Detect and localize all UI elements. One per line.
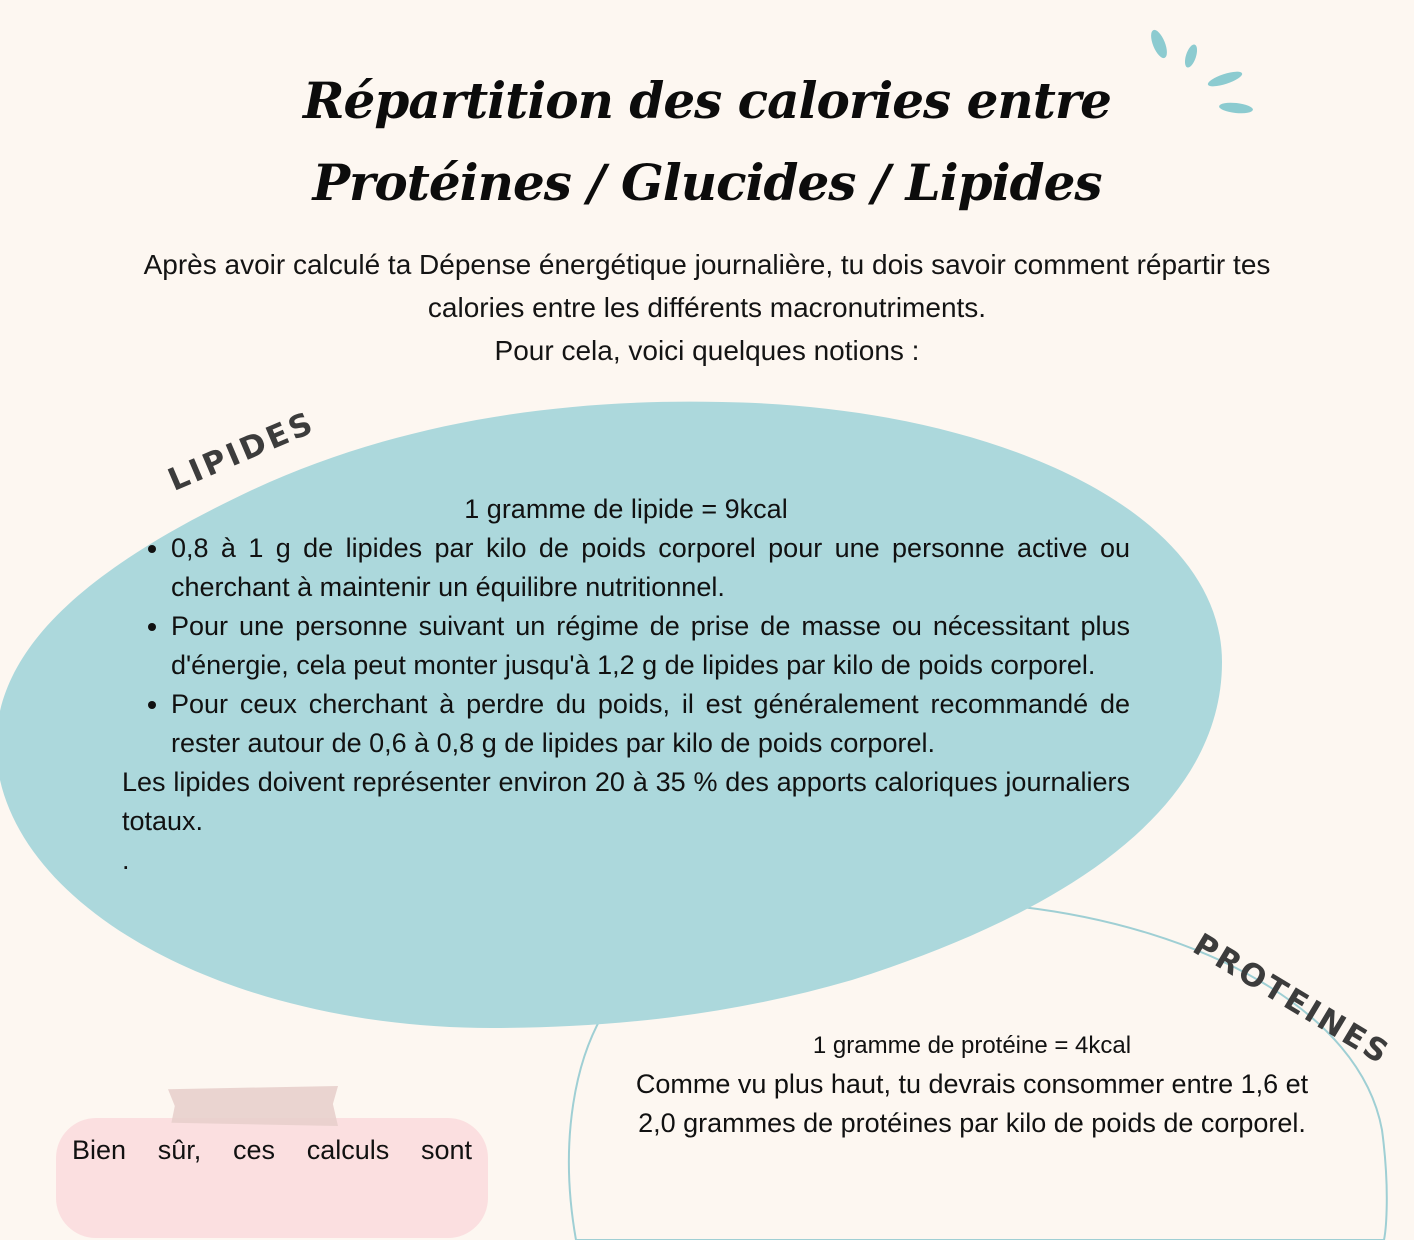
- title-line-2: Protéines / Glucides / Lipides: [312, 153, 1102, 212]
- lipides-trailing-dot: .: [122, 845, 130, 875]
- proteines-content: [590, 1027, 1354, 1143]
- title-line-1: Répartition des calories entre: [303, 71, 1111, 130]
- lipides-content: [122, 490, 1130, 880]
- sparkle-icon: [1140, 22, 1260, 122]
- proteines-fact: 1 gramme de protéine = 4kcal: [812, 1032, 1132, 1059]
- lipides-bullet-1: • 0,8 à 1 g de lipides par kilo de poids corporel pour une personne active ou cherchant à maintenir un équilibre nutritionnel.: [171, 529, 1130, 607]
- proteines-text-line-1: Comme vu plus haut, tu devrais consommer entre 1,6 et: [635, 1069, 1309, 1099]
- proteines-text-line-2: 2,0 grammes de protéines par kilo de poids de corporel.: [638, 1108, 1306, 1138]
- lipides-fact: 1 gramme de lipide = 9kcal: [464, 494, 788, 524]
- tape-decoration: [168, 1086, 338, 1126]
- note-text: Bien sûr, ces calculs sont: [72, 1135, 472, 1165]
- lipides-bullet-3: • Pour ceux cherchant à perdre du poids, il est généralement recommandé de rester autour de 0,6 à 0,8 g de lipides par kilo de poids corporel.: [171, 685, 1130, 763]
- lipides-summary: Les lipides doivent représenter environ 20 à 35 % des apports caloriques journaliers totaux.: [122, 767, 1130, 836]
- intro-line-1: Après avoir calculé ta Dépense énergétique journalière, tu dois savoir comment répartir tes: [143, 249, 1271, 280]
- lipides-label: LIPIDES: [162, 404, 321, 499]
- intro-line-3: Pour cela, voici quelques notions :: [494, 335, 920, 366]
- lipides-bullet-list: [122, 529, 1130, 763]
- lipides-bullet-2: • Pour une personne suivant un régime de prise de masse ou nécessitant plus d'énergie, cela peut monter jusqu'à 1,2 g de lipides par kilo de poids corporel.: [171, 607, 1130, 685]
- intro-text: [20, 243, 1394, 372]
- proteines-label: PROTEINES: [1186, 926, 1397, 1073]
- intro-line-2: calories entre les différents macronutriments.: [427, 292, 987, 323]
